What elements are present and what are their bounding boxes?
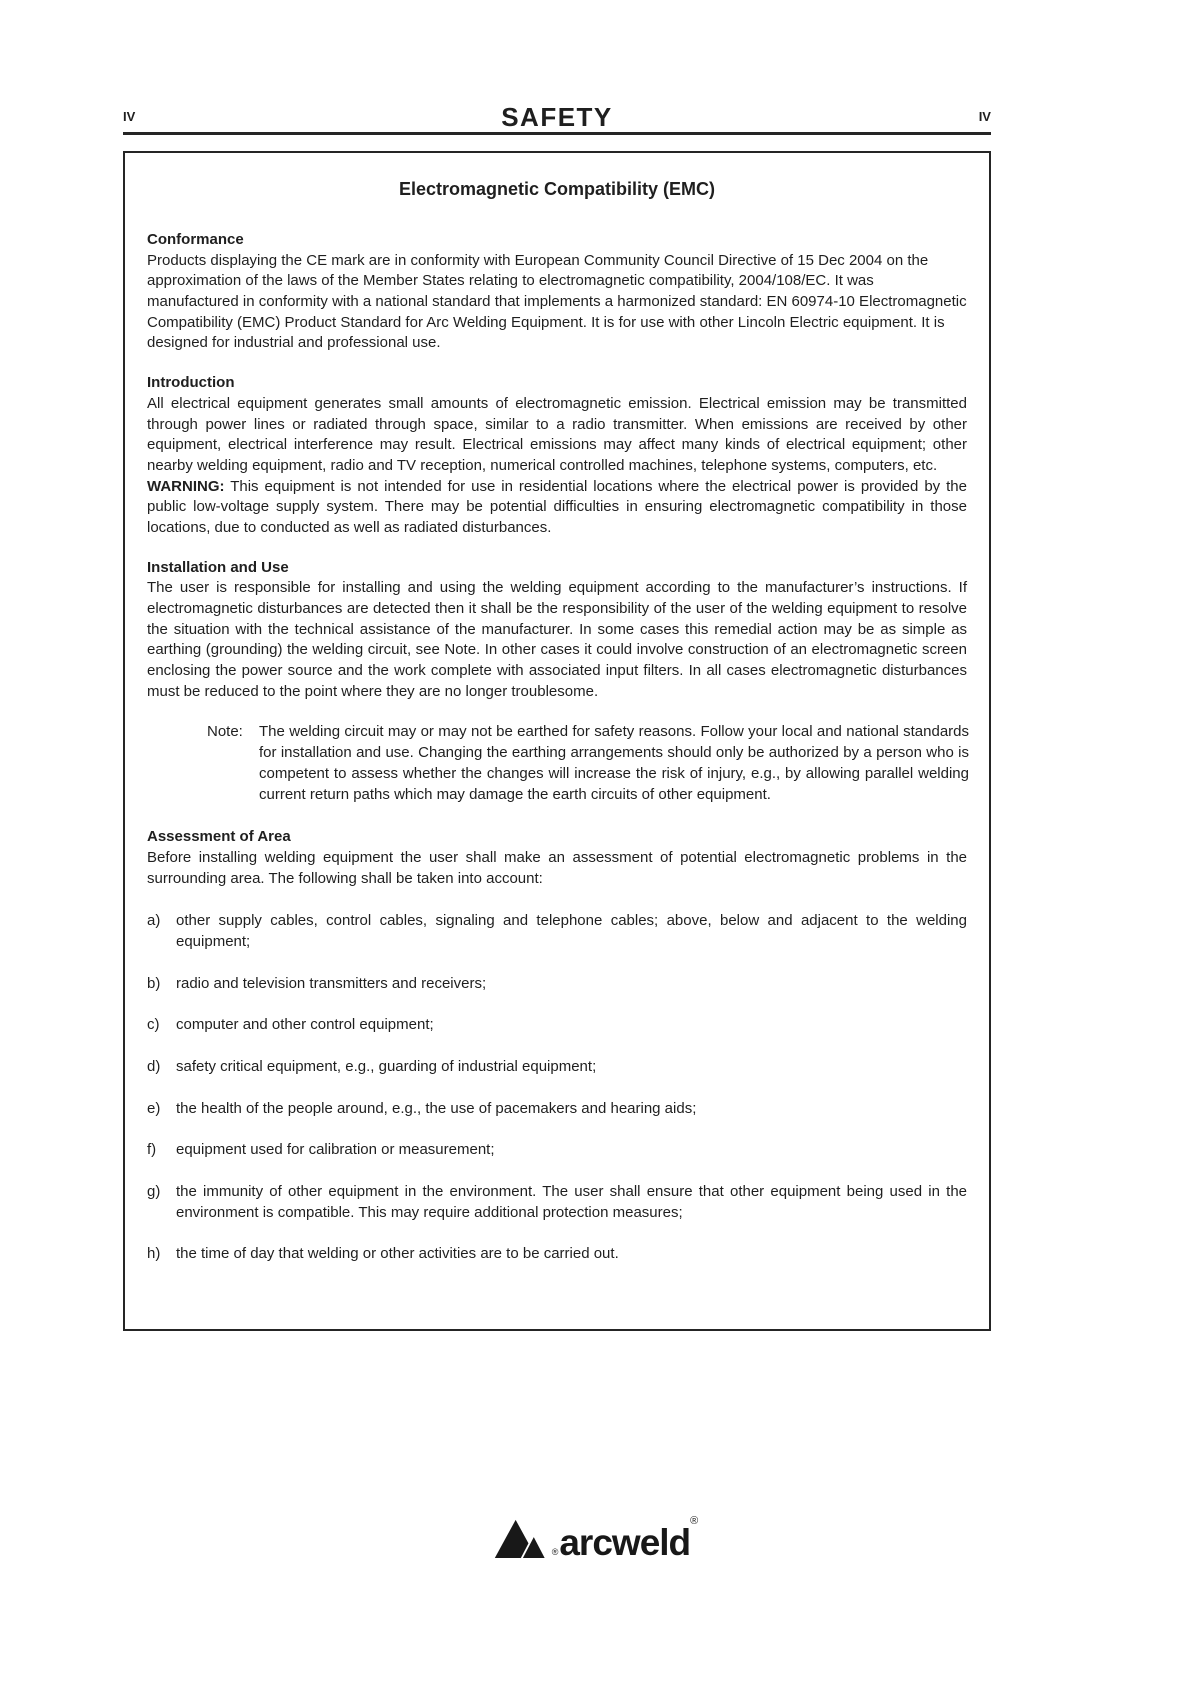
introduction-heading: Introduction [147, 374, 235, 392]
page-number-left: IV [123, 109, 136, 124]
page-number-right: IV [978, 109, 991, 124]
list-text: equipment used for calibration or measurement; [176, 1141, 495, 1159]
emc-document-box [123, 151, 991, 1331]
list-text: the immunity of other equipment in the environment. The user shall ensure that other equipment being used in the environment is compatible. This may require additional protection measures; [176, 1183, 967, 1221]
note-text: The welding circuit may or may not be earthed for safety reasons. Follow your local and national standards for installation and use. Changing the earthing arrangements should only be authorized by a person who is competent to assess whether the changes will increase the risk of injury, e.g., by allowing parallel welding current return paths which may damage the earth circuits of other equipment. [259, 723, 969, 803]
note-block [207, 722, 969, 805]
warning-label: WARNING: [147, 477, 225, 495]
installation-paragraph: The user is responsible for installing and using the welding equipment according to the manufacturer’s instructions. If electromagnetic disturbances are detected then it shall be the responsibility of the user of the welding equipment to resolve the situation with the technical assistance of the manufacturer. In some cases this remedial action may be as simple as earthing (grounding) the welding circuit, see Note. In other cases it could involve construction of an electromagnetic screen enclosing the power source and the work complete with associated input filters. In all cases electromagnetic disturbances must be reduced to the point where they are no longer troublesome. [147, 579, 967, 700]
list-item-g [147, 1182, 967, 1223]
list-item-e [147, 1099, 967, 1120]
list-item-d [147, 1057, 967, 1078]
list-marker: c) [147, 1016, 160, 1034]
brand-wordmark: arcweld [559, 1521, 691, 1563]
section-introduction [147, 373, 967, 539]
logo-registered-mark: ® [551, 1547, 559, 1557]
warning-text: This equipment is not intended for use in residential locations where the electrical power is provided by the public low-voltage supply system. There may be potential difficulties in ensuring electromagnetic compatibility in those locations, due to conducted as well as radiated disturbances. [147, 477, 967, 536]
list-marker: b) [147, 974, 161, 992]
list-text: the time of day that welding or other activities are to be carried out. [176, 1245, 619, 1263]
section-conformance [147, 230, 967, 354]
list-marker: h) [147, 1245, 161, 1263]
assessment-heading: Assessment of Area [147, 828, 291, 846]
list-text: radio and television transmitters and receivers; [176, 974, 487, 992]
conformance-heading: Conformance [147, 231, 244, 248]
assessment-list [147, 911, 967, 1265]
list-text: other supply cables, control cables, signaling and telephone cables; above, below and adjacent to the welding equipment; [176, 912, 967, 950]
section-assessment-of-area [147, 827, 967, 889]
note-label: Note: [207, 723, 243, 741]
page-content [123, 104, 991, 1331]
section-installation-and-use [147, 558, 967, 703]
wordmark-registered-mark: ® [690, 1515, 699, 1527]
installation-heading: Installation and Use [147, 558, 289, 576]
list-item-c [147, 1015, 967, 1036]
list-text: the health of the people around, e.g., the use of pacemakers and hearing aids; [176, 1099, 697, 1117]
list-marker: d) [147, 1058, 161, 1075]
introduction-paragraph: All electrical equipment generates small amounts of electromagnetic emission. Electrical emission may be transmitted through power lines or radiated through space, similar to a radio transmitter. When emissions are received by other equipment, electrical interference may result. Electrical emissions may affect many kinds of electrical equipment; other nearby welding equipment, radio and TV reception, numerical controlled machines, telephone systems, computers, etc. [147, 394, 967, 474]
list-text: computer and other control equipment; [176, 1016, 434, 1034]
page-title: SAFETY [501, 102, 613, 132]
warning-paragraph [147, 477, 967, 539]
list-marker: f) [147, 1141, 157, 1159]
list-item-a [147, 911, 967, 952]
page-header [123, 104, 991, 135]
list-item-h [147, 1244, 967, 1265]
brand-footer [0, 1515, 1191, 1563]
document-title: Electromagnetic Compatibility (EMC) [398, 179, 716, 199]
list-text: safety critical equipment, e.g., guarding of industrial equipment; [176, 1058, 597, 1075]
list-item-f [147, 1140, 967, 1161]
list-item-b [147, 974, 967, 995]
arcweld-logo-icon [493, 1518, 551, 1558]
assessment-paragraph: Before installing welding equipment the user shall make an assessment of potential electromagnetic problems in the surrounding area. The following shall be taken into account: [147, 848, 967, 887]
list-marker: e) [147, 1099, 161, 1117]
conformance-paragraph: Products displaying the CE mark are in conformity with European Community Council Directive of 15 Dec 2004 on the approximation of the laws of the Member States relating to electromagnetic compatibility, 2004/108/EC. It was manufactured in conformity with a national standard that implements a harmonized standard: EN 60974-10 Electromagnetic Compatibility (EMC) Product Standard for Arc Welding Equipment. It is for use with other Lincoln Electric equipment. It is designed for industrial and professional use. [147, 251, 967, 352]
list-marker: g) [147, 1183, 161, 1201]
list-marker: a) [147, 912, 161, 930]
